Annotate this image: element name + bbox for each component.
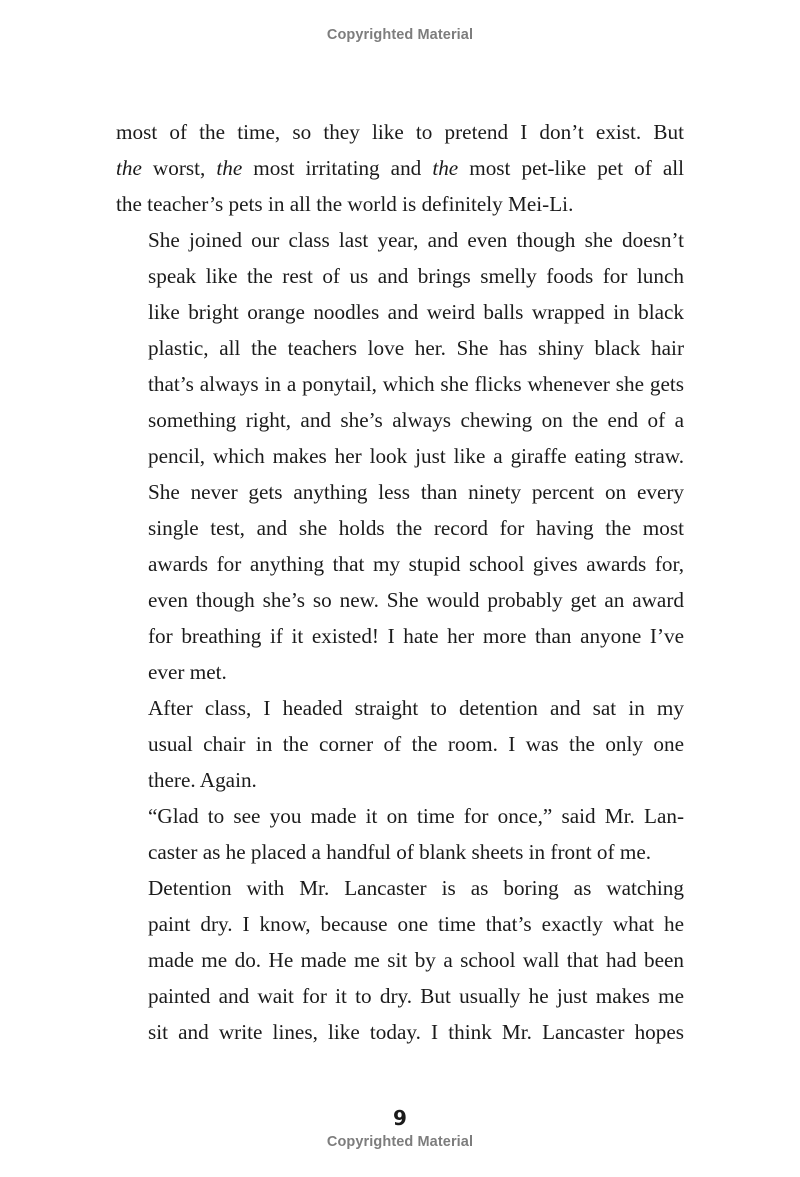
paragraph-2: [116, 222, 684, 690]
text-line: that’s always in a ponytail, which she flicks whenever she gets: [148, 372, 684, 396]
text-line: plastic, all the teachers love her. She has shiny black hair: [148, 336, 684, 360]
text-line: something right, and she’s always chewing on the end of a: [148, 408, 684, 432]
text-line: paint dry. I know, because one time that’s exactly what he: [148, 912, 684, 936]
text-line: most of the time, so they like to pretend I don’t exist. But: [116, 120, 684, 144]
text-line: like bright orange noodles and weird balls wrapped in black: [148, 300, 684, 324]
text-line: “Glad to see you made it on time for once,” said Mr. Lan-: [148, 804, 684, 828]
emphasis-text: the: [216, 156, 243, 180]
text-line: there. Again.: [148, 768, 257, 792]
copyright-watermark-bottom: Copyrighted Material: [326, 1134, 474, 1150]
copyright-watermark-top: Copyrighted Material: [326, 27, 474, 43]
paragraph-4: [116, 798, 684, 870]
text-line: usual chair in the corner of the room. I was the only one: [148, 732, 684, 756]
text-line: sit and write lines, like today. I think Mr. Lancaster hopes: [148, 1020, 684, 1044]
text-run: most irritating and: [242, 156, 433, 180]
text-line: She never gets anything less than ninety percent on every: [148, 480, 684, 504]
text-run: most pet-like pet of all: [458, 156, 684, 180]
emphasis-text: the: [116, 156, 142, 180]
emphasis-text: the: [432, 156, 459, 180]
text-line: made me do. He made me sit by a school wall that had been: [148, 948, 684, 972]
text-line: the teacher’s pets in all the world is definitely Mei-Li.: [116, 192, 574, 216]
text-line: pencil, which makes her look just like a giraffe eating straw.: [148, 444, 684, 468]
page-number: 9: [393, 1106, 407, 1130]
page-body-text: [116, 114, 684, 1050]
paragraph-5: [116, 870, 684, 1050]
text-line: [116, 150, 684, 186]
text-line: ever met.: [148, 660, 227, 684]
text-line: for breathing if it existed! I hate her more than anyone I’ve: [148, 624, 684, 648]
paragraph-1: [116, 114, 684, 222]
text-line: After class, I headed straight to detention and sat in my: [148, 696, 684, 720]
text-line: single test, and she holds the record for having the most: [148, 516, 684, 540]
text-line: Detention with Mr. Lancaster is as boring as watching: [148, 876, 684, 900]
text-line: caster as he placed a handful of blank sheets in front of me.: [148, 840, 652, 864]
text-run: worst,: [141, 156, 217, 180]
text-line: even though she’s so new. She would probably get an award: [148, 588, 684, 612]
paragraph-3: [116, 690, 684, 798]
text-line: painted and wait for it to dry. But usually he just makes me: [148, 984, 684, 1008]
text-line: speak like the rest of us and brings smelly foods for lunch: [148, 264, 684, 288]
text-line: awards for anything that my stupid school gives awards for,: [148, 552, 684, 576]
text-line: She joined our class last year, and even though she doesn’t: [148, 228, 684, 252]
